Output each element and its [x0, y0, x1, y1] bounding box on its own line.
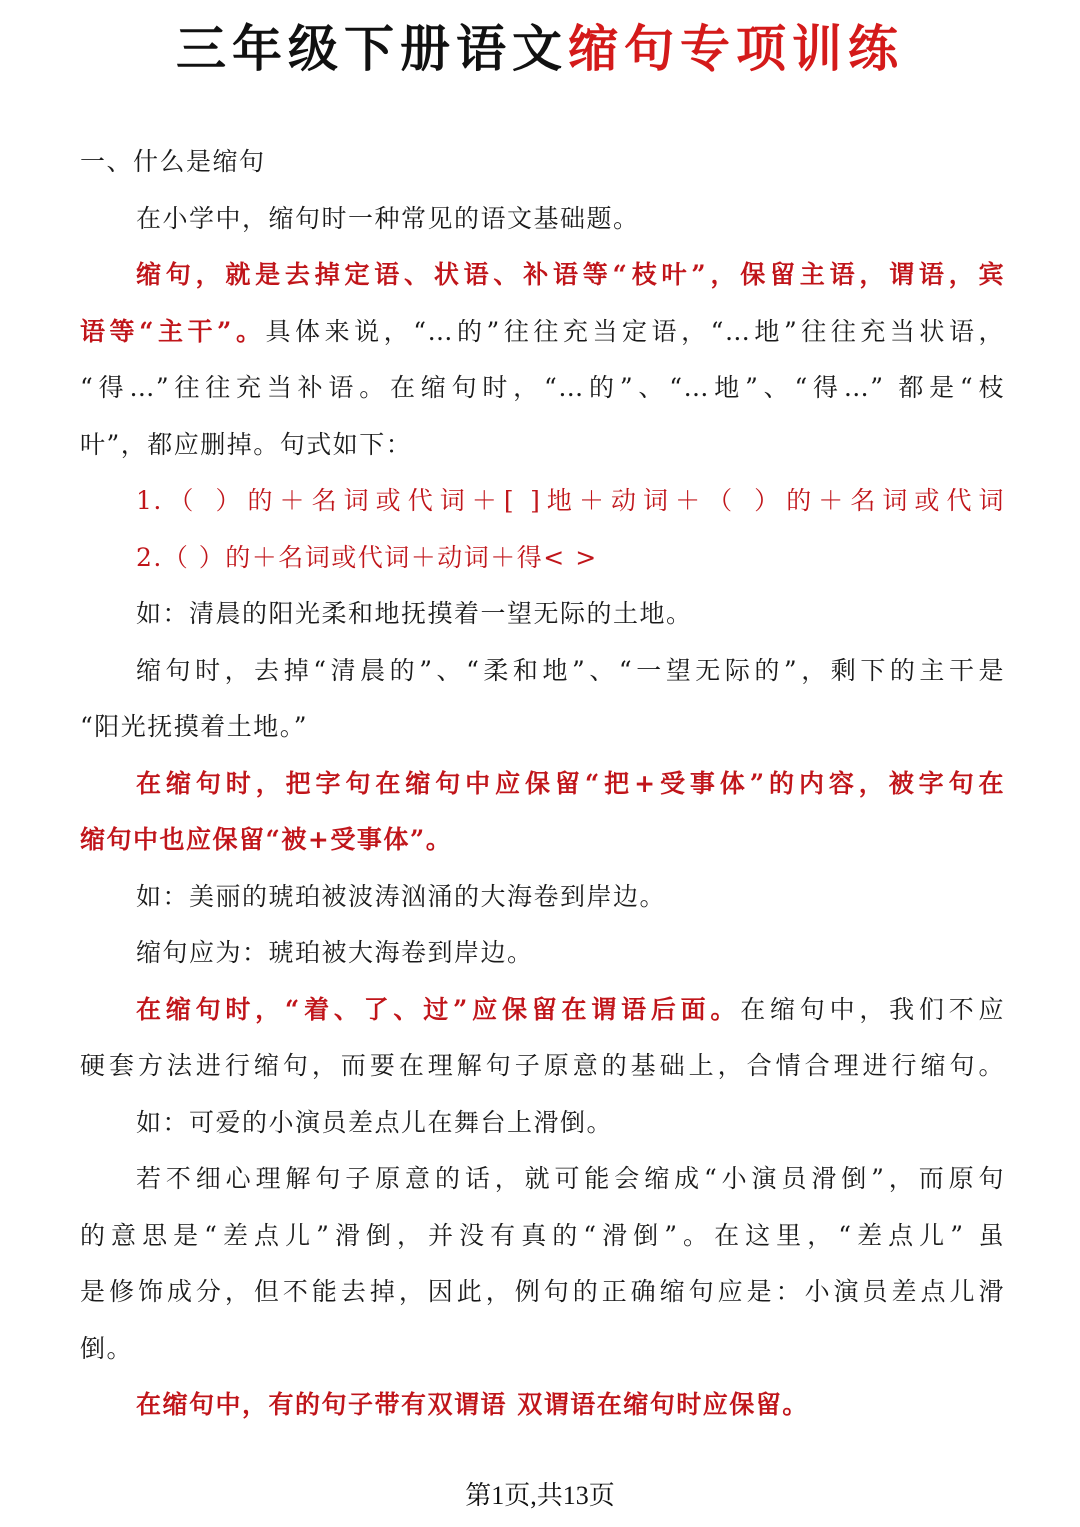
title-topic: 缩句专项训练	[568, 20, 904, 78]
rule-2-line-2: 缩句中也应保留“被+受事体”。	[80, 825, 453, 854]
definition-explanation: 具体来说，“…的”往往充当定语，“…地”往往充当状语，	[265, 316, 1005, 346]
definition-line-4: 叶”，都应删掉。句式如下：	[80, 429, 413, 459]
document-body	[80, 134, 1005, 1434]
explanation-3-line-2: 的意思是“差点儿”滑倒，并没有真的“滑倒”。在这里，“差点儿” 虽	[80, 1220, 1005, 1250]
title-grade: 三年级下册语文	[176, 20, 568, 78]
explanation-3-line-4: 倒。	[80, 1333, 134, 1363]
example-2: 如：美丽的琥珀被波涛汹涌的大海卷到岸边。	[136, 881, 667, 911]
sentence-pattern-1: 1.（ ）的＋名词或代词＋[ ]地＋动词＋（ ）的＋名词或代词	[136, 486, 1005, 515]
sentence-pattern-2: 2.（ ）的＋名词或代词＋动词＋得< >	[136, 542, 598, 572]
definition-line-2	[80, 304, 1005, 361]
definition-line-3: “得…”往往充当补语。在缩句时，“…的”、“…地”、“得…” 都是“枝	[80, 373, 1005, 402]
explanation-3-line-3: 是修饰成分，但不能去掉，因此，例句的正确缩句应是：小演员差点儿滑	[80, 1277, 1005, 1306]
explanation-1-line-1: 缩句时，去掉“清晨的”、“柔和地”、“一望无际的”，剩下的主干是	[136, 655, 1005, 685]
explanation-1-line-2: “阳光抚摸着土地。”	[80, 712, 309, 741]
rule-3-highlight: 在缩句时，“着、了、过”应保留在谓语后面。	[136, 994, 741, 1024]
rule-3-text: 在缩句中，我们不应	[740, 994, 1005, 1024]
page-number: 第1页,共13页	[465, 1481, 615, 1510]
rule-3-line-2: 硬套方法进行缩句，而要在理解句子原意的基础上，合情合理进行缩句。	[80, 1051, 1005, 1080]
rule-3-line-1	[80, 982, 1005, 1039]
example-1: 如：清晨的阳光柔和地抚摸着一望无际的土地。	[136, 599, 693, 628]
section-heading: 一、什么是缩句	[80, 147, 266, 176]
rule-4: 在缩句中，有的句子带有双谓语 双谓语在缩句时应保留。	[136, 1390, 809, 1419]
definition-highlight: 语等“主干”。	[80, 316, 266, 346]
example-3: 如：可爱的小演员差点儿在舞台上滑倒。	[136, 1107, 614, 1137]
page-title	[0, 14, 1080, 84]
paragraph-intro: 在小学中，缩句时一种常见的语文基础题。	[136, 203, 640, 233]
explanation-3-line-1: 若不细心理解句子原意的话，就可能会缩成“小演员滑倒”，而原句	[136, 1164, 1005, 1193]
answer-2: 缩句应为：琥珀被大海卷到岸边。	[136, 938, 534, 967]
rule-2-line-1: 在缩句时，把字句在缩句中应保留“把+受事体”的内容，被字句在	[136, 768, 1005, 798]
definition-line-1: 缩句，就是去掉定语、状语、补语等“枝叶”，保留主语，谓语，宾	[136, 260, 1005, 289]
